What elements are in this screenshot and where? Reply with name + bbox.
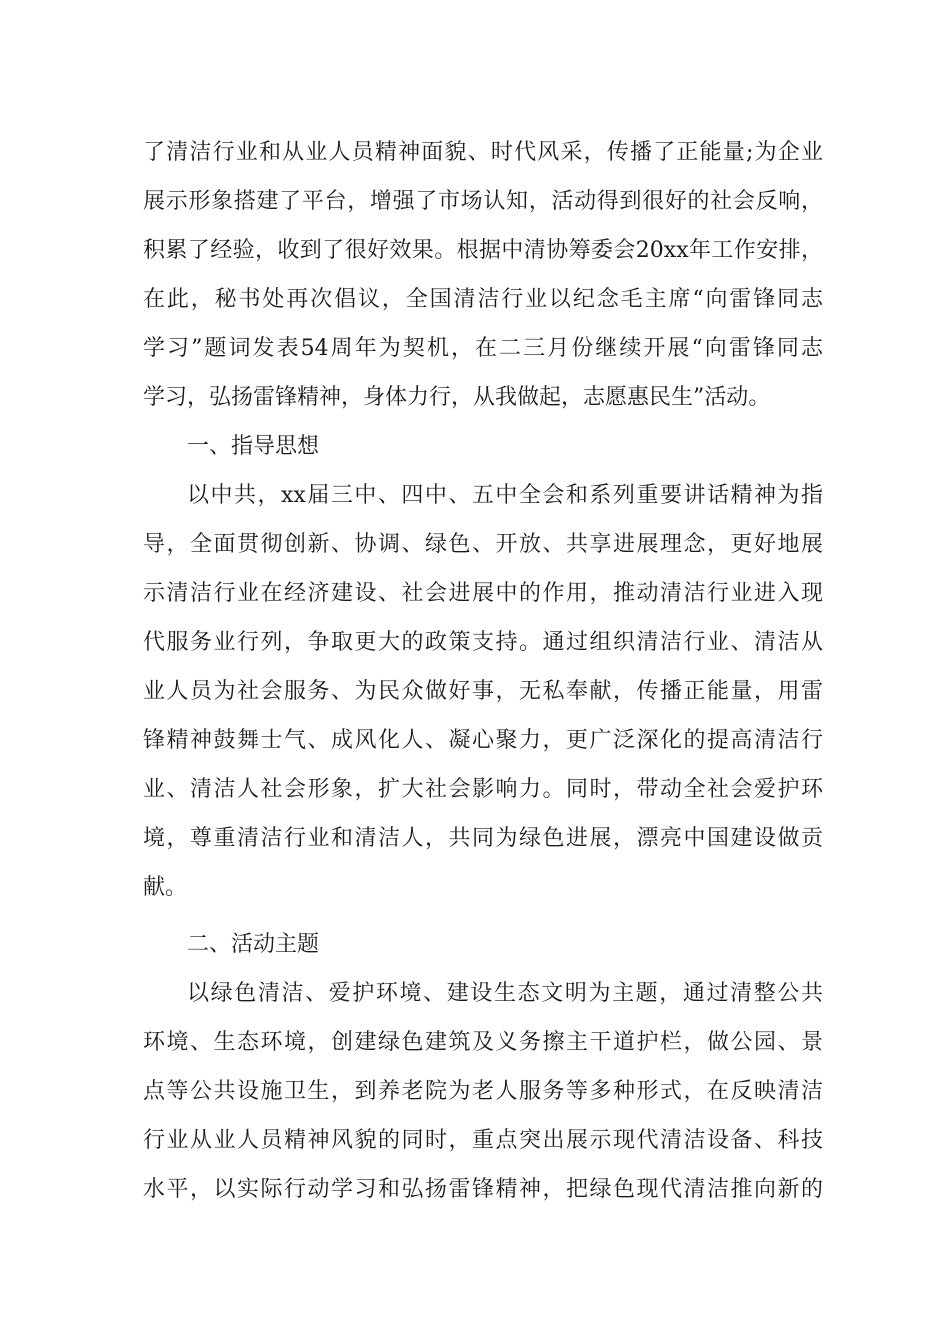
- paragraph-line: 锋精神鼓舞士气、成风化人、凝心聚力，更广泛深化的提高清洁行: [143, 728, 823, 753]
- paragraph-line: 导，全面贯彻创新、协调、绿色、开放、共享进展理念，更好地展: [143, 532, 823, 557]
- section-heading-guiding-thought: 一、指导思想: [187, 434, 320, 459]
- paragraph-line: 点等公共设施卫生，到养老院为老人服务等多种形式，在反映清洁: [143, 1079, 823, 1104]
- paragraph-guiding-thought: [143, 471, 823, 912]
- paragraph-line: 境，尊重清洁行业和清洁人，共同为绿色进展，漂亮中国建设做贡: [143, 826, 823, 851]
- paragraph-spacer: [143, 912, 823, 920]
- paragraph-line: 环境、生态环境，创建绿色建筑及义务擦主干道护栏，做公园、景: [143, 1030, 823, 1055]
- paragraph-line: 在此，秘书处再次倡议，全国清洁行业以纪念毛主席“向雷锋同志: [143, 287, 823, 312]
- paragraph-line: 以中共，xx届三中、四中、五中全会和系列重要讲话精神为指: [187, 483, 823, 508]
- section-heading-activity-theme: 二、活动主题: [187, 932, 320, 957]
- paragraph-line: 展示形象搭建了平台，增强了市场认知，活动得到很好的社会反响，: [143, 189, 823, 214]
- paragraph-line: 积累了经验，收到了很好效果。根据中清协筹委会20xx年工作安排，: [143, 238, 823, 263]
- paragraph-line: 了清洁行业和从业人员精神面貌、时代风采，传播了正能量;为企业: [143, 140, 823, 165]
- document-body: [143, 128, 823, 1214]
- paragraph-line: 水平，以实际行动学习和弘扬雷锋精神，把绿色现代清洁推向新的: [143, 1177, 823, 1202]
- paragraph-line: 业人员为社会服务、为民众做好事，无私奉献，传播正能量，用雷: [143, 679, 823, 704]
- paragraph-continuation: [143, 128, 823, 422]
- paragraph-line: 学习，弘扬雷锋精神，身体力行，从我做起，志愿惠民生”活动。: [143, 385, 771, 410]
- paragraph-line: 以绿色清洁、爱护环境、建设生态文明为主题，通过清整公共: [187, 981, 823, 1006]
- paragraph-line: 学习”题词发表54周年为契机，在二三月份继续开展“向雷锋同志: [143, 336, 823, 361]
- paragraph-line: 代服务业行列，争取更大的政策支持。通过组织清洁行业、清洁从: [143, 630, 823, 655]
- paragraph-line: 行业从业人员精神风貌的同时，重点突出展示现代清洁设备、科技: [143, 1128, 823, 1153]
- paragraph-line: 献。: [143, 875, 188, 900]
- paragraph-line: 示清洁行业在经济建设、社会进展中的作用，推动清洁行业进入现: [143, 581, 823, 606]
- paragraph-activity-theme: [143, 969, 823, 1214]
- paragraph-line: 业、清洁人社会形象，扩大社会影响力。同时，带动全社会爱护环: [143, 777, 823, 802]
